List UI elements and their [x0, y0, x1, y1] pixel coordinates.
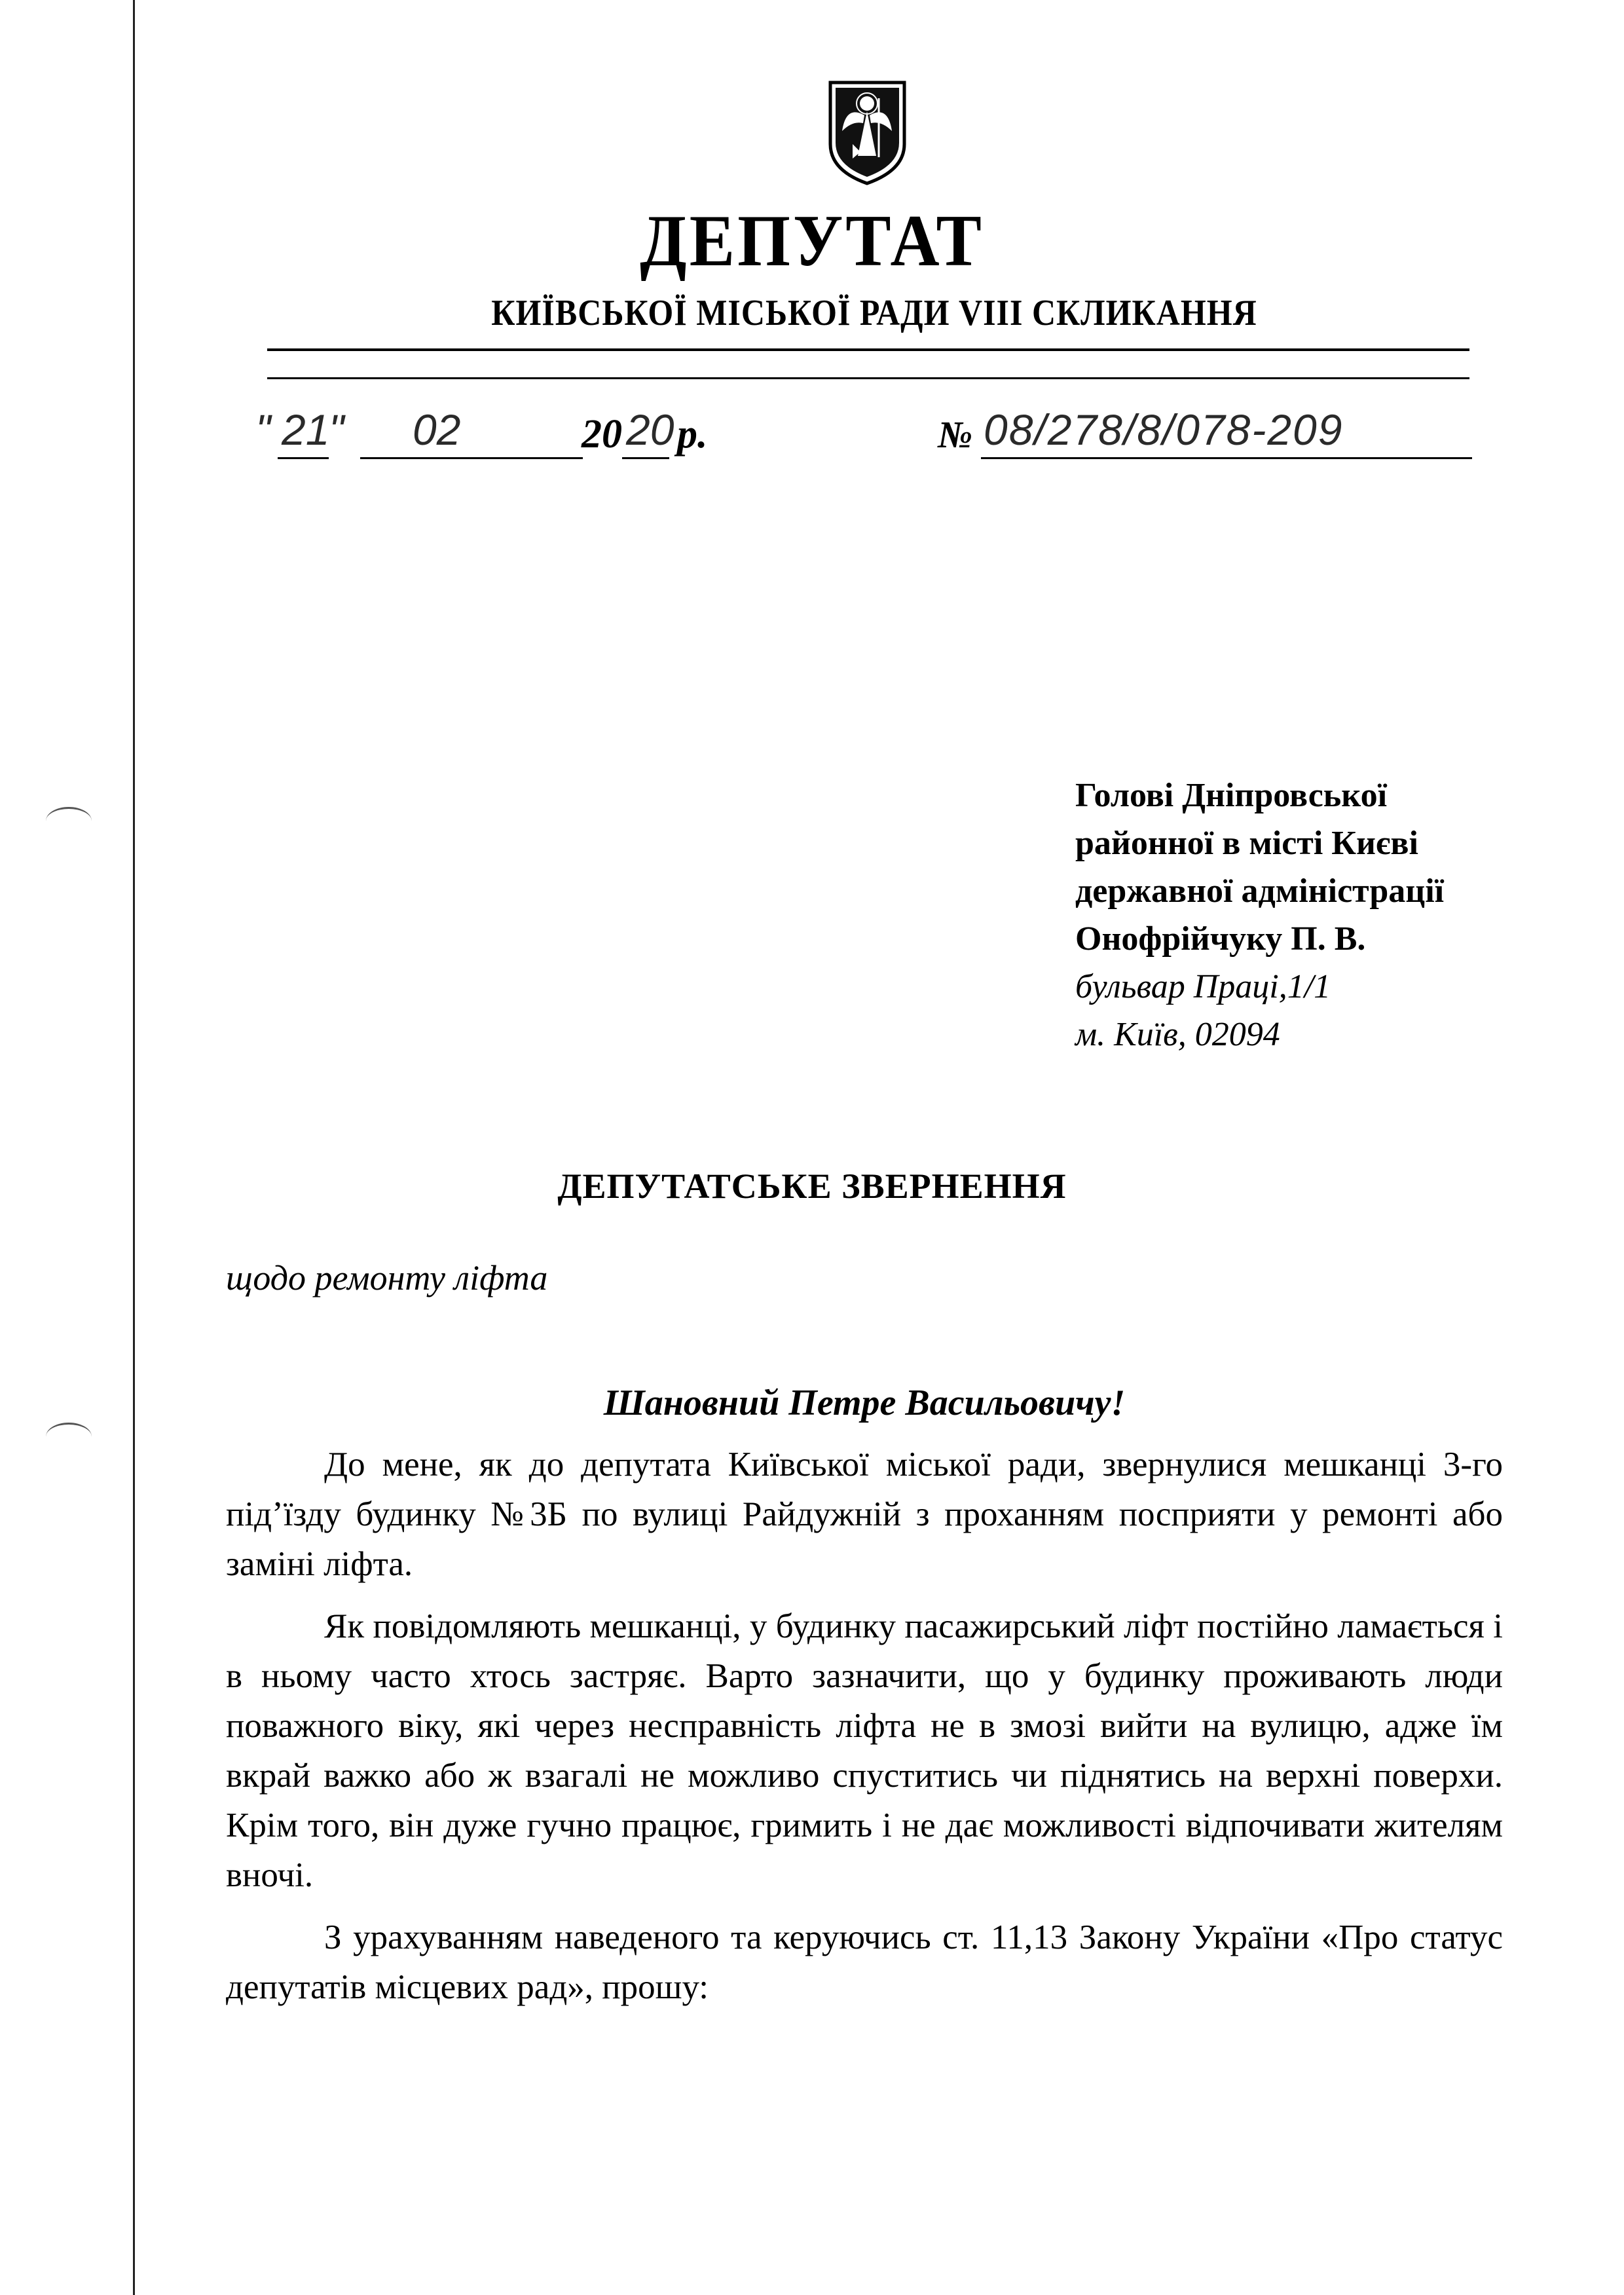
date-open-quote: " [255, 405, 271, 454]
date-month-underline [360, 457, 583, 459]
addressee-line: Голові Дніпровської [1075, 777, 1388, 814]
date-close-quote: " [329, 405, 344, 454]
body-paragraph: З урахуванням наведеного та керуючись ст. 11,13 Закону України «Про статус депутатів місцевих рад», прошу: [226, 1918, 1503, 2006]
letterhead-rule-bottom [267, 377, 1469, 379]
date-number-row [255, 405, 1473, 464]
date-day-underline [278, 457, 329, 459]
kyiv-coat-of-arms-icon [826, 79, 908, 187]
addressee-line: державної адміністрації [1075, 872, 1445, 910]
letterhead-subtitle: КИЇВСЬКОЇ МІСЬКОЇ РАДИ VIII СКЛИКАННЯ [491, 291, 1257, 333]
body-paragraph: До мене, як до депутата Київської міської ради, звернулися мешканці 3-го під’їзду будинку №3Б по вулиці Райдужній з проханням посприяти у ремонті або заміні ліфта. [226, 1446, 1503, 1583]
date-year-underline [622, 457, 669, 459]
reg-number-value: 08/278/8/078-209 [984, 405, 1344, 454]
date-year-prefix: 20 [581, 412, 622, 457]
punch-hole-mark [46, 807, 92, 835]
letterhead-rule-top [267, 348, 1469, 351]
document-title: ДЕПУТАТСЬКЕ ЗВЕРНЕННЯ [557, 1166, 1067, 1206]
addressee-name: Онофрійчуку П. В. [1075, 920, 1366, 958]
subject-line: щодо ремонту ліфта [226, 1258, 548, 1297]
date-day: 21 [282, 405, 330, 454]
addressee-block [1075, 772, 1573, 1058]
binding-margin-line [133, 0, 135, 2295]
addressee-street: бульвар Праці,1/1 [1075, 968, 1331, 1005]
addressee-city: м. Київ, 02094 [1075, 1016, 1280, 1053]
reg-number-label: № [938, 413, 973, 456]
reg-number-underline [981, 457, 1472, 459]
body-paragraph: Як повідомляють мешканці, у будинку пасажирський ліфт постійно ламається і в ньому часто хтось застряє. Варто зазначити, що у будинку проживають люди поважного віку, які через несправність ліфта не в змозі вийти на вулицю, адже їм вкрай важко або ж взагалі не можливо спуститись чи піднятись на верхні поверхи. Крім того, він дуже гучно працює, гримить і не дає можливості відпочивати жителям вночі. [226, 1607, 1503, 1894]
date-year-suffix: 20 [626, 405, 674, 454]
salutation: Шановний Петре Васильовичу! [603, 1383, 1126, 1423]
punch-hole-mark [46, 1423, 92, 1451]
letterhead-title: ДЕПУТАТ [640, 200, 984, 282]
letter-body [226, 1440, 1503, 2024]
date-month: 02 [413, 405, 461, 454]
date-year-unit: р. [677, 412, 708, 457]
addressee-line: районної в місті Києві [1075, 825, 1418, 862]
